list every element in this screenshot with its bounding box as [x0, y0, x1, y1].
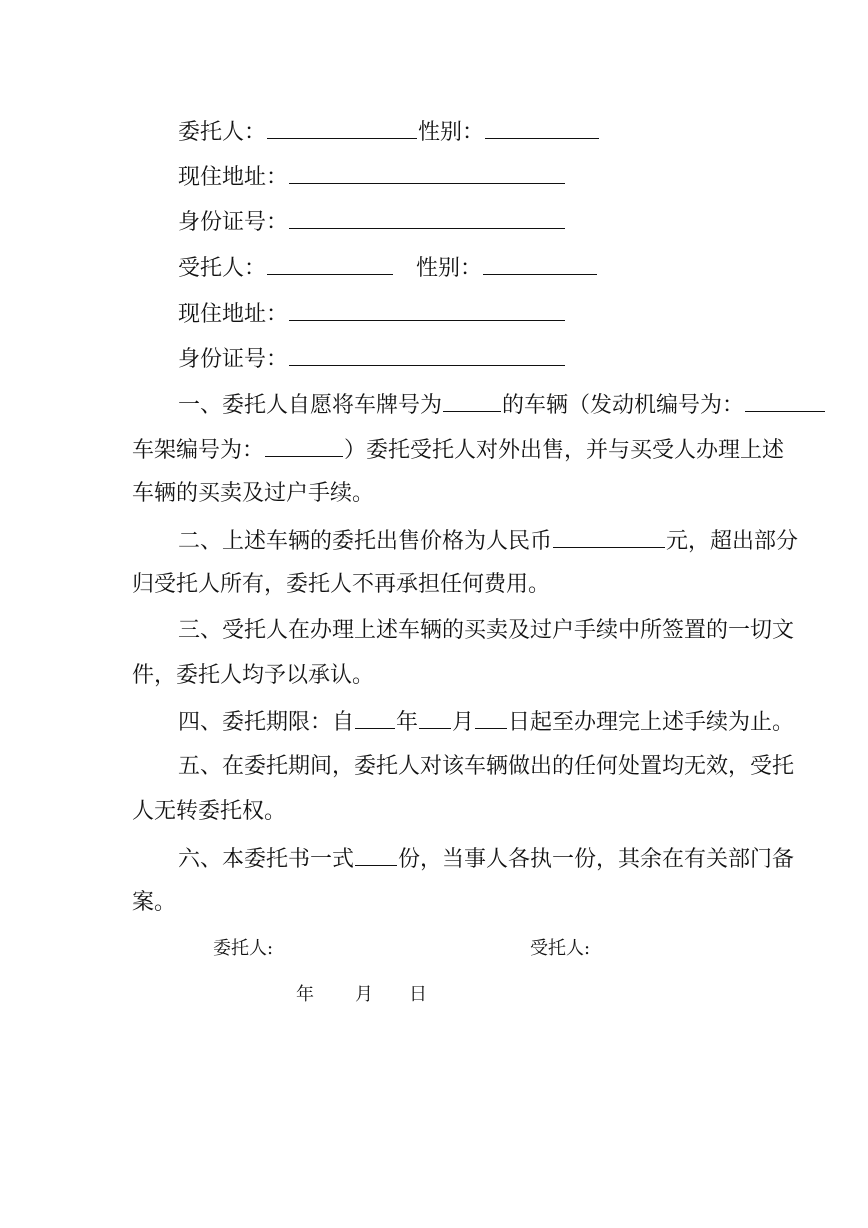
principal-name-blank[interactable] — [267, 116, 417, 139]
clause-4-month: 月 — [452, 710, 475, 735]
clause-1-text-d: 车辆的买卖及过户手续。 — [132, 481, 375, 506]
clause-1-line-1 — [178, 389, 825, 419]
clause-4-line-1 — [178, 706, 794, 736]
start-month-blank[interactable] — [419, 706, 451, 729]
clause-1-text-c: ）委托受托人对外出售，并与买受人办理上述 — [344, 438, 785, 463]
clause-6-text-c: 案。 — [132, 890, 177, 915]
clause-4-year: 年 — [396, 710, 419, 735]
agent-name-blank[interactable] — [267, 252, 393, 275]
clause-4-text-a: 四、委托期限：自 — [178, 710, 355, 735]
clause-6-text-a: 六、本委托书一式 — [178, 847, 355, 872]
clause-6-text-b: 份，当事人各执一份，其余在有关部门备 — [398, 847, 795, 872]
clause-3-text-a: 三、受托人在办理上述车辆的买卖及过户手续中所签置的一切文 — [178, 618, 795, 643]
clause-5-text-b: 人无转委托权。 — [132, 799, 287, 824]
principal-address-row — [178, 161, 566, 191]
agent-address-label: 现住地址： — [178, 302, 289, 327]
agent-label: 受托人： — [178, 256, 267, 281]
agent-signature-label: 受托人: — [530, 938, 591, 959]
clause-2-text-c: 归受托人所有，委托人不再承担任何费用。 — [132, 572, 551, 597]
agent-address-blank[interactable] — [289, 298, 565, 321]
clause-1-line-3 — [132, 479, 374, 509]
frame-number-blank[interactable] — [265, 434, 343, 457]
start-day-blank[interactable] — [475, 706, 507, 729]
copies-blank[interactable] — [355, 843, 397, 866]
price-blank[interactable] — [553, 525, 665, 548]
agent-gender-blank[interactable] — [483, 252, 597, 275]
engine-number-blank[interactable] — [745, 389, 825, 412]
agent-id-blank[interactable] — [289, 343, 565, 366]
clause-3-line-2 — [132, 661, 374, 691]
frame-number-label: 车架编号为： — [132, 438, 265, 463]
principal-id-label: 身份证号： — [178, 210, 289, 235]
clause-2-text-a: 二、上述车辆的委托出售价格为人民币 — [178, 529, 553, 554]
clause-2-line-2 — [132, 570, 550, 600]
principal-label: 委托人： — [178, 120, 267, 145]
principal-id-blank[interactable] — [289, 206, 565, 229]
clause-5-line-2 — [132, 797, 286, 827]
principal-address-blank[interactable] — [289, 161, 565, 184]
sign-date-month: 月 — [355, 984, 373, 1005]
agent-id-row — [178, 343, 566, 373]
clause-6-line-2 — [132, 888, 176, 918]
agent-id-label: 身份证号： — [178, 347, 289, 372]
clause-4-text-b: 日起至办理完上述手续为止。 — [508, 710, 795, 735]
principal-id-row — [178, 206, 566, 236]
sign-date-year: 年 — [296, 984, 314, 1005]
clause-5-line-1 — [178, 752, 794, 782]
sign-date-day: 日 — [409, 984, 427, 1005]
clause-1-text-b: 的车辆（发动机编号为： — [502, 393, 745, 418]
start-year-blank[interactable] — [355, 706, 395, 729]
plate-number-blank[interactable] — [443, 389, 501, 412]
clause-3-text-b: 件，委托人均予以承认。 — [132, 663, 375, 688]
clause-3-line-1 — [178, 616, 794, 646]
agent-address-row — [178, 298, 566, 328]
clause-2-line-1 — [178, 525, 798, 555]
principal-address-label: 现住地址： — [178, 165, 289, 190]
clause-5-text-a: 五、在委托期间，委托人对该车辆做出的任何处置均无效，受托 — [178, 754, 795, 779]
agent-row — [178, 252, 598, 282]
clause-6-line-1 — [178, 843, 794, 873]
clause-1-line-2 — [132, 434, 784, 464]
principal-signature-label: 委托人: — [213, 938, 274, 959]
principal-gender-label: 性别： — [418, 120, 485, 145]
principal-row — [178, 116, 600, 146]
clause-2-text-b: 元，超出部分 — [666, 529, 799, 554]
principal-gender-blank[interactable] — [485, 116, 599, 139]
clause-1-text-a: 一、委托人自愿将车牌号为 — [178, 393, 443, 418]
agent-gender-label: 性别： — [416, 256, 483, 281]
